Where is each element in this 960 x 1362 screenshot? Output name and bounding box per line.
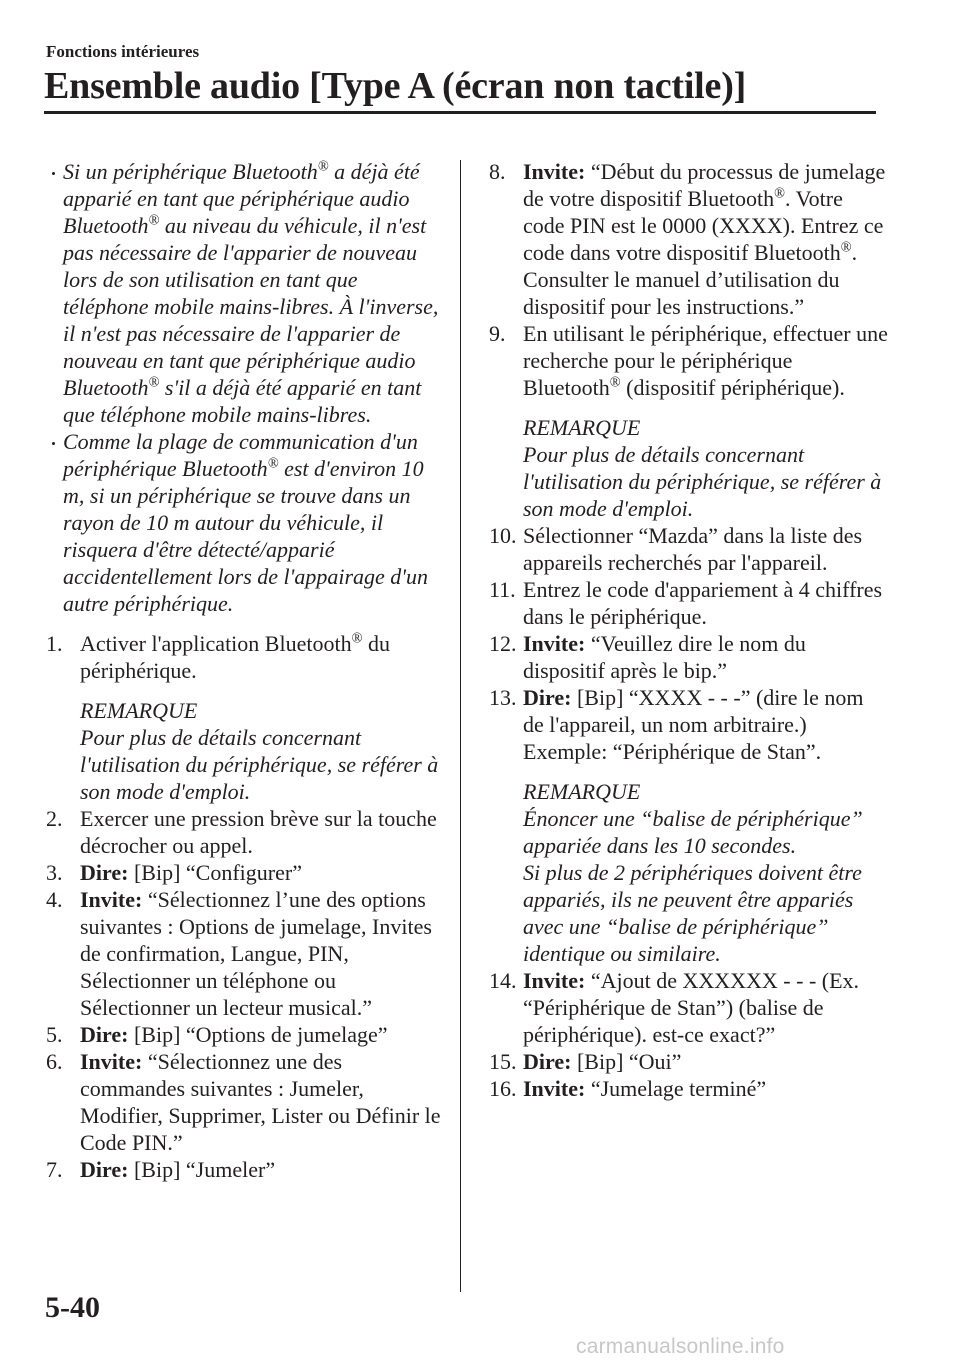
step-6: 6. Invite: “Sélectionnez une des commandes suivantes : Jumeler, Modifier, Supprimer, Lister ou Définir le Code PIN.” — [46, 1049, 441, 1155]
page-number: 5-40 — [45, 1291, 100, 1324]
step-2: 2. Exercer une pression brève sur la touche décrocher ou appel. — [46, 806, 437, 858]
bullet-item — [46, 158, 446, 428]
step-14: 14. Invite: “Ajout de XXXXXX - - - (Ex. “Périphérique de Stan”) (balise de périphérique). est-ce exact?” — [489, 968, 860, 1047]
note: REMARQUE Pour plus de détails concernant l'utilisation du périphérique, se référer à son mode d'emploi. — [523, 415, 882, 521]
step-5: 5. Dire: [Bip] “Options de jumelage” — [46, 1022, 388, 1047]
step-16: 16. Invite: “Jumelage terminé” — [489, 1076, 767, 1101]
step-1: 1. Activer l'application Bluetooth® du périphérique. — [46, 630, 390, 683]
step-3: 3. Dire: [Bip] “Configurer” — [46, 860, 302, 885]
step-10: 10. Sélectionner “Mazda” dans la liste des appareils recherchés par l'appareil. — [489, 523, 863, 575]
section-label: Fonctions intérieures — [46, 42, 200, 61]
step-7: 7. Dire: [Bip] “Jumeler” — [46, 1157, 276, 1182]
bullet-text: Si un périphérique Bluetooth® a déjà été apparié en tant que périphérique audio Bluetooth® au niveau du véhicule, il n'est pas nécessaire de l'apparier de nouveau lors de son utilisation en tant que téléphone mobile mains-libres. À l'inverse, il n'est pas nécessaire de l'apparier de nouveau en tant que périphérique audio Bluetooth® s'il a déjà été apparié en tant que téléphone mobile mains-libres. — [63, 158, 439, 427]
step-8: 8. Invite: “Début du processus de jumelage de votre dispositif Bluetooth®. Votre code PIN est le 0000 (XXXX). Entrez ce code dans votre dispositif Bluetooth®. Consulter le manuel d’utilisation du dispositif pour les instructions.” — [489, 159, 886, 319]
step-4: 4. Invite: “Sélectionnez l’une des options suivantes : Options de jumelage, Invites de confirmation, Langue, PIN, Sélectionner un téléphone ou Sélectionner un lecteur musical.” — [46, 887, 432, 1020]
step-15: 15. Dire: [Bip] “Oui” — [489, 1049, 682, 1074]
bullet-item — [46, 428, 446, 617]
title-rule — [44, 111, 876, 114]
step-9: 9. En utilisant le périphérique, effectuer une recherche pour le périphérique Bluetooth® (dispositif périphérique). — [489, 321, 888, 400]
page-title: Ensemble audio [Type A (écran non tactile)] — [44, 65, 747, 107]
bullet-text: Comme la plage de communication d'un périphérique Bluetooth® est d'environ 10 m, si un périphérique se trouve dans un rayon de 10 m autour du véhicule, il risquera d'être détecté/apparié accidentellement lors de l'appairage d'un autre périphérique. — [63, 429, 428, 616]
watermark: carmanualsonline.info — [576, 1335, 785, 1358]
left-column — [46, 158, 446, 1183]
note: REMARQUE Pour plus de détails concernant l'utilisation du périphérique, se référer à son mode d'emploi. — [80, 698, 439, 804]
bullet-icon — [52, 172, 55, 175]
right-column — [489, 158, 889, 1102]
bullet-icon — [52, 442, 55, 445]
step-12: 12. Invite: “Veuillez dire le nom du dispositif après le bip.” — [489, 631, 806, 683]
note: REMARQUE Énoncer une “balise de périphérique” appariée dans les 10 secondes. Si plus de 2 périphériques doivent être appariés, ils ne peuvent être appariés avec une “balise de périphérique” identique ou similaire. — [523, 779, 863, 966]
step-13: 13. Dire: [Bip] “XXXX - - -” (dire le nom de l'appareil, un nom arbitraire.) Exemple: “Périphérique de Stan”. — [489, 685, 864, 764]
column-divider — [460, 160, 461, 1292]
step-11: 11. Entrez le code d'appariement à 4 chiffres dans le périphérique. — [489, 577, 883, 629]
